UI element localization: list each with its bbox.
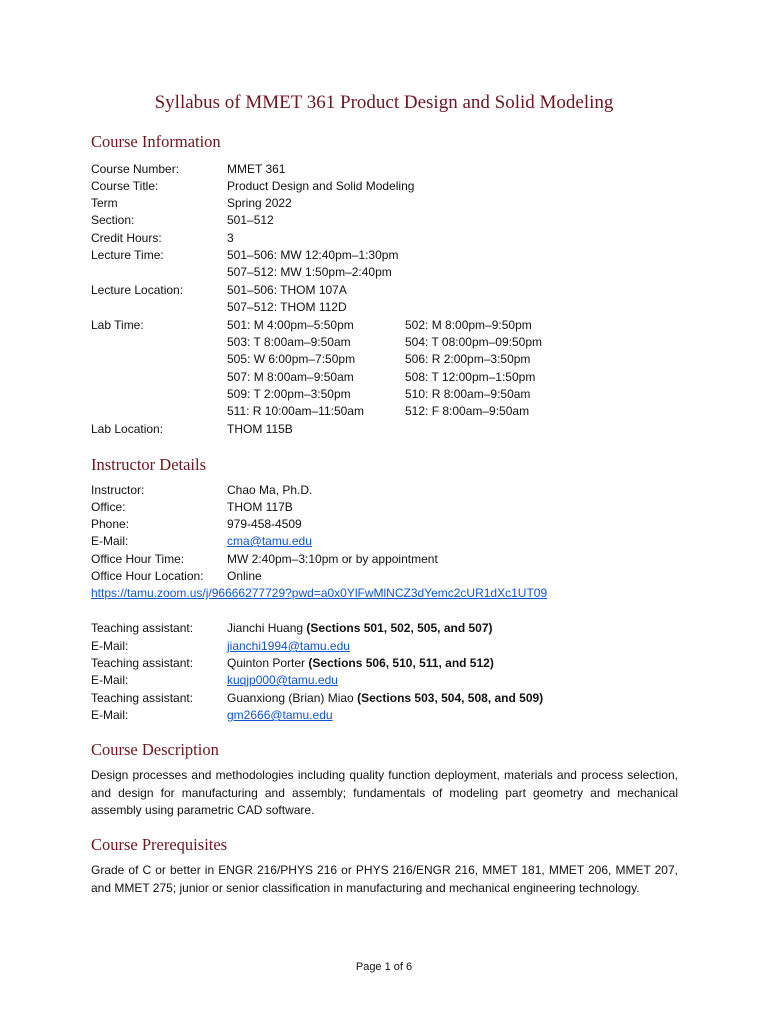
ta-email-row [91,672,691,689]
lab-time-row [91,386,691,403]
ta-sections: (Sections 503, 504, 508, and 509) [357,691,544,705]
office-hour-time-row [91,551,691,568]
course-description-text: Design processes and methodologies including quality function deployment, materials and process selection, and design for manufacturing and assembly; fundamentals of modeling part geometry and mechanical assembly using parametric CAD software. [91,768,678,817]
email-label: E-Mail: [91,534,129,548]
instructor-row [91,482,691,499]
instructor-email-link[interactable]: cma@tamu.edu [227,534,312,548]
course-number-value: MMET 361 [227,162,286,176]
lecture-location-label: Lecture Location: [91,283,184,297]
lecture-time-label: Lecture Time: [91,248,164,262]
credit-hours-label: Credit Hours: [91,231,162,245]
office-label: Office: [91,500,126,514]
section-row [91,212,691,229]
email-label: E-Mail: [91,708,129,722]
lab-time-value: 503: T 8:00am–9:50am [227,335,351,349]
email-label: E-Mail: [91,673,129,687]
lecture-time-value: 507–512: MW 1:50pm–2:40pm [227,265,392,279]
instructor-label: Instructor: [91,483,145,497]
course-description-heading: Course Description [91,740,219,759]
section-value: 501–512 [227,213,274,227]
course-prerequisites-heading: Course Prerequisites [91,835,228,854]
office-hour-time-value: MW 2:40pm–3:10pm or by appointment [227,552,438,566]
phone-value: 979-458-4509 [227,517,302,531]
ta-sections: (Sections 506, 510, 511, and 512) [308,656,494,670]
credit-hours-value: 3 [227,231,234,245]
lecture-location-row [91,282,691,299]
ta-email-link[interactable]: kuqjp000@tamu.edu [227,673,338,687]
lab-time-value: 502: M 8:00pm–9:50pm [405,318,532,332]
ta-label: Teaching assistant: [91,656,194,670]
lab-location-value: THOM 115B [227,422,293,436]
course-prerequisites-text: Grade of C or better in ENGR 216/PHYS 216 or PHYS 216/ENGR 216, MMET 181, MMET 206, MMET 207, and MMET 275; junior or senior classification in manufacturing and mechanical engineering technology. [91,863,678,895]
lecture-location-value: 507–512: THOM 112D [227,300,347,314]
lab-location-label: Lab Location: [91,422,164,436]
lab-time-label: Lab Time: [91,318,144,332]
office-row [91,499,691,516]
ta-value [227,655,494,672]
term-row [91,195,691,212]
course-title-row [91,178,691,195]
phone-row [91,516,691,533]
lecture-location-value: 501–506: THOM 107A [227,283,347,297]
course-title-value: Product Design and Solid Modeling [227,179,415,193]
lab-time-value: 508: T 12:00pm–1:50pm [405,370,536,384]
lecture-location-row-2 [91,299,691,316]
ta-label: Teaching assistant: [91,621,194,635]
lab-time-row [91,403,691,420]
lab-time-value: 505: W 6:00pm–7:50pm [227,352,356,366]
ta-row [91,655,691,672]
ta-email-link[interactable]: jianchi1994@tamu.edu [227,639,350,653]
lab-time-row [91,369,691,386]
term-value: Spring 2022 [227,196,292,210]
email-label: E-Mail: [91,639,129,653]
office-hour-location-label: Office Hour Location: [91,569,204,583]
lab-time-row [91,317,691,334]
lab-time-row [91,334,691,351]
credit-hours-row [91,230,691,247]
term-label: Term [91,196,118,210]
lab-time-value: 507: M 8:00am–9:50am [227,370,354,384]
lab-time-value: 504: T 08:00pm–09:50pm [405,335,542,349]
document-title: Syllabus of MMET 361 Product Design and Solid Modeling [154,92,614,113]
office-hour-time-label: Office Hour Time: [91,552,185,566]
lecture-time-row [91,247,691,264]
lab-time-value: 512: F 8:00am–9:50am [405,404,530,418]
lab-time-value: 501: M 4:00pm–5:50pm [227,318,354,332]
course-information-heading: Course Information [91,132,221,151]
lab-time-row [91,351,691,368]
ta-email-row [91,638,691,655]
zoom-link-row [91,585,691,602]
course-number-label: Course Number: [91,162,180,176]
instructor-email-row [91,533,691,550]
page-number: Page 1 of 6 [355,961,413,973]
ta-email-row [91,707,691,724]
ta-value [227,690,543,707]
course-title-label: Course Title: [91,179,159,193]
lecture-time-row-2 [91,264,691,281]
lecture-time-value: 501–506: MW 12:40pm–1:30pm [227,248,399,262]
instructor-value: Chao Ma, Ph.D. [227,483,313,497]
ta-name: Guanxiong (Brian) Miao [227,691,354,705]
zoom-meeting-link[interactable]: https://tamu.zoom.us/j/96666277729?pwd=a0x0YlFwMlNCZ3dYemc2cUR1dXc1UT09 [91,586,548,600]
ta-email-link[interactable]: gm2666@tamu.edu [227,708,333,722]
lab-time-value: 506: R 2:00pm–3:50pm [405,352,531,366]
phone-label: Phone: [91,517,130,531]
course-number-row [91,161,691,178]
ta-name: Quinton Porter [227,656,306,670]
ta-name: Jianchi Huang [227,621,304,635]
ta-label: Teaching assistant: [91,691,194,705]
lab-time-value: 510: R 8:00am–9:50am [405,387,531,401]
ta-row [91,620,691,637]
lab-time-value: 511: R 10:00am–11:50am [227,404,364,418]
ta-sections: (Sections 501, 502, 505, and 507) [306,621,493,635]
office-hour-location-value: Online [227,569,262,583]
office-hour-location-row [91,568,691,585]
instructor-details-heading: Instructor Details [91,455,207,474]
lab-time-value: 509: T 2:00pm–3:50pm [227,387,351,401]
lab-location-row [91,421,691,438]
section-label: Section: [91,213,135,227]
ta-row [91,690,691,707]
office-value: THOM 117B [227,500,293,514]
ta-value [227,620,493,637]
